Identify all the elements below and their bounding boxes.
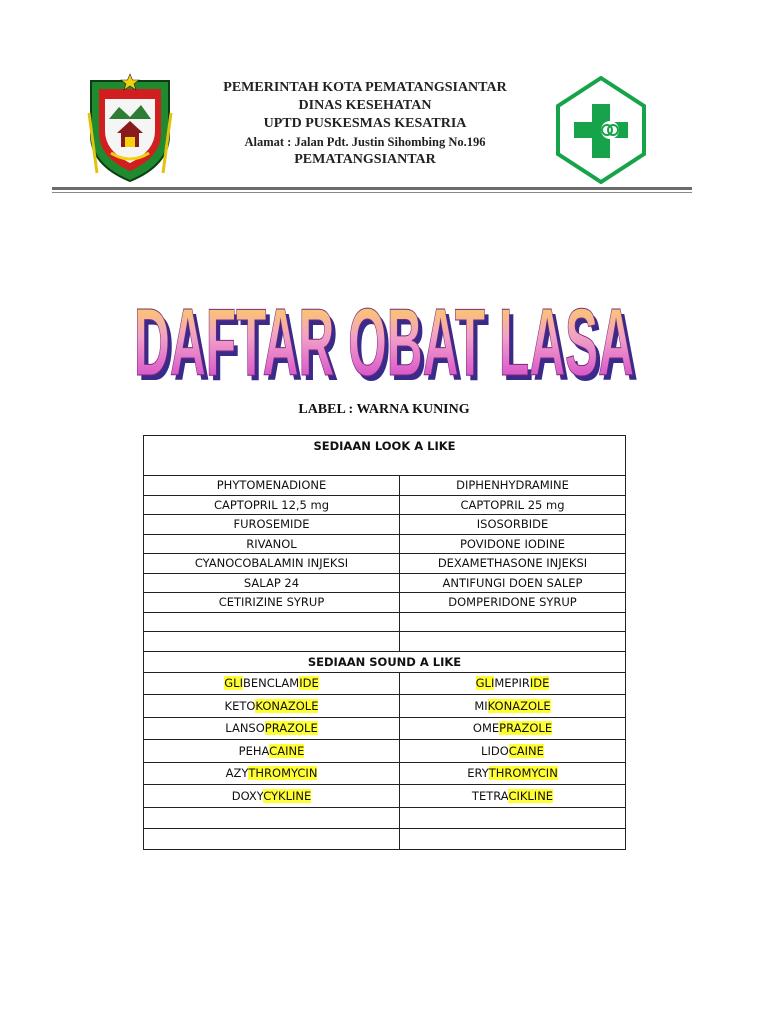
plain-syllable: KETO [224, 698, 256, 713]
lasa-drug-table [143, 435, 626, 850]
letterhead-text [200, 79, 530, 169]
sound-alike-drug-a [144, 762, 400, 785]
plain-syllable: ERY [467, 766, 489, 781]
highlighted-syllable: KONAZOLE [487, 698, 551, 713]
look-alike-row [144, 573, 626, 593]
highlighted-syllable: GLI [475, 676, 495, 691]
sound-alike-drug-b [400, 672, 626, 695]
highlighted-syllable: CAINE [269, 743, 305, 758]
look-alike-drug-a: CAPTOPRIL 12,5 mg [144, 495, 400, 515]
look-alike-drug-a: PHYTOMENADIONE [144, 476, 400, 496]
look-alike-drug-a: RIVANOL [144, 534, 400, 554]
sound-alike-drug-b [400, 717, 626, 740]
highlighted-syllable: IDE [299, 676, 319, 691]
empty-row [144, 828, 626, 849]
sound-alike-drug-a [144, 695, 400, 718]
plain-syllable: AZY [225, 766, 249, 781]
health-cross-logo-icon [556, 76, 646, 184]
sound-alike-drug-a [144, 672, 400, 695]
plain-syllable: LANSO [225, 721, 265, 736]
letterhead-unit: UPTD PUSKESMAS KESATRIA [263, 116, 467, 131]
sound-alike-drug-a [144, 785, 400, 808]
sound-alike-header: SEDIAAN SOUND A LIKE [144, 651, 626, 672]
empty-row [144, 807, 626, 828]
empty-cell [144, 828, 400, 849]
highlighted-syllable: PRAZOLE [264, 721, 318, 736]
highlighted-syllable: THROMYCIN [488, 766, 558, 781]
empty-cell [400, 828, 626, 849]
sound-alike-row [144, 717, 626, 740]
city-crest-logo-icon [87, 73, 173, 185]
plain-syllable: DOXY [231, 788, 264, 803]
sound-alike-drug-b [400, 785, 626, 808]
sound-alike-row [144, 740, 626, 763]
sound-alike-row [144, 762, 626, 785]
highlighted-syllable: PRAZOLE [499, 721, 553, 736]
highlighted-syllable: IDE [529, 676, 550, 691]
label-color-note: LABEL : WARNA KUNING [298, 402, 470, 417]
highlighted-syllable: THROMYCIN [248, 766, 318, 781]
look-alike-drug-b: DIPHENHYDRAMINE [400, 476, 626, 496]
look-alike-drug-a: SALAP 24 [144, 573, 400, 593]
sound-alike-header-row [144, 651, 626, 672]
empty-cell [144, 807, 400, 828]
letterhead-rule-thin [52, 192, 692, 193]
highlighted-syllable: CIKLINE [508, 788, 554, 803]
highlighted-syllable: KONAZOLE [255, 698, 319, 713]
look-alike-drug-b: DEXAMETHASONE INJEKSI [400, 554, 626, 574]
empty-cell [144, 632, 400, 652]
plain-syllable: LIDO [481, 743, 509, 758]
sound-alike-drug-a [144, 740, 400, 763]
plain-syllable: OME [472, 721, 500, 736]
plain-syllable: MI [474, 698, 488, 713]
letterhead-rule-thick [52, 187, 692, 190]
look-alike-row [144, 495, 626, 515]
empty-cell [400, 807, 626, 828]
look-alike-drug-b: ISOSORBIDE [400, 515, 626, 535]
plain-syllable: MEPIR [494, 676, 530, 691]
look-alike-row [144, 476, 626, 496]
empty-cell [400, 612, 626, 632]
look-alike-header-row [144, 436, 626, 476]
empty-cell [400, 632, 626, 652]
empty-row [144, 612, 626, 632]
look-alike-drug-b: ANTIFUNGI DOEN SALEP [400, 573, 626, 593]
look-alike-row [144, 593, 626, 613]
look-alike-drug-a: CYANOCOBALAMIN INJEKSI [144, 554, 400, 574]
look-alike-drug-a: FUROSEMIDE [144, 515, 400, 535]
look-alike-row [144, 515, 626, 535]
plain-syllable: PEHA [238, 743, 270, 758]
plain-syllable: TETRA [471, 788, 509, 803]
look-alike-header: SEDIAAN LOOK A LIKE [144, 436, 626, 476]
document-title [124, 245, 644, 395]
highlighted-syllable: CYKLINE [263, 788, 312, 803]
sound-alike-drug-b [400, 695, 626, 718]
sound-alike-drug-b [400, 740, 626, 763]
empty-row [144, 632, 626, 652]
letterhead-government: PEMERINTAH KOTA PEMATANGSIANTAR [223, 80, 507, 95]
title-shadow: DAFTAR OBAT LASA [138, 294, 638, 395]
look-alike-drug-b: CAPTOPRIL 25 mg [400, 495, 626, 515]
empty-cell [144, 612, 400, 632]
look-alike-row [144, 554, 626, 574]
sound-alike-row [144, 672, 626, 695]
letterhead [0, 0, 768, 210]
look-alike-drug-a: CETIRIZINE SYRUP [144, 593, 400, 613]
letterhead-department: DINAS KESEHATAN [298, 98, 432, 113]
sound-alike-drug-b [400, 762, 626, 785]
look-alike-row [144, 534, 626, 554]
highlighted-syllable: GLI [224, 676, 243, 691]
plain-syllable: BENCLAM [242, 676, 300, 691]
sound-alike-drug-a [144, 717, 400, 740]
look-alike-drug-b: POVIDONE IODINE [400, 534, 626, 554]
look-alike-drug-b: DOMPERIDONE SYRUP [400, 593, 626, 613]
letterhead-city: PEMATANGSIANTAR [294, 152, 436, 167]
title-text: DAFTAR OBAT LASA [134, 289, 634, 395]
letterhead-address: Alamat : Jalan Pdt. Justin Sihombing No.196 [244, 135, 486, 149]
sound-alike-row [144, 695, 626, 718]
sound-alike-row [144, 785, 626, 808]
highlighted-syllable: CAINE [508, 743, 544, 758]
